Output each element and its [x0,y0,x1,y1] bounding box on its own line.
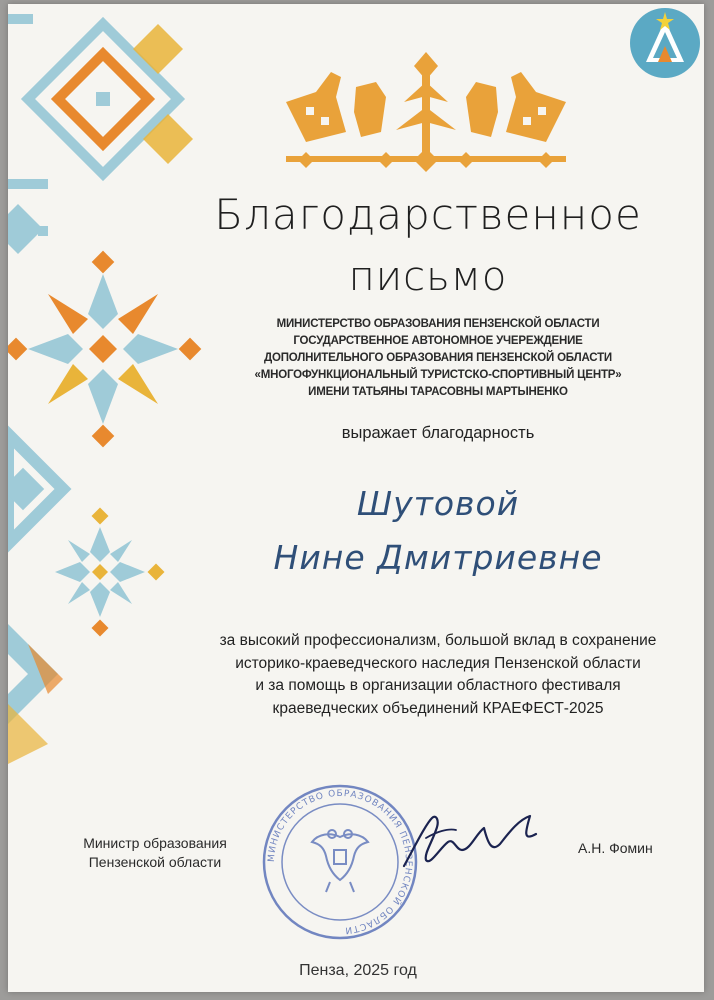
issuing-organization [228,316,648,401]
reason-line: краеведческих объединений КРАЕФЕСТ-2025 [272,699,604,717]
thanks-phrase: выражает благодарность [341,424,535,442]
signer-title-line: Министр образования [83,835,227,851]
reason-line: историко-краеведческого наследия Пензенской области [235,654,641,672]
tourist-center-logo-icon [628,6,702,80]
ornament-snowflake-motif [55,508,164,637]
ornament-stripes [8,434,63,544]
place-and-date: Пенза, 2025 год [299,962,417,979]
org-line: ДОПОЛНИТЕЛЬНОГО ОБРАЗОВАНИЯ ПЕНЗЕНСКОЙ ОБЛАСТИ [263,352,612,364]
folk-ornament-border [8,4,208,764]
signature-icon [396,804,546,874]
stamp-text: МИНИСТЕРСТВО ОБРАЗОВАНИЯ ПЕНЗЕНСКОЙ ОБЛАСТИ [266,788,414,935]
award-reason [188,630,688,720]
recipient-name: Нине Дмитриевне [273,538,603,577]
ornament-star-motif [8,251,201,448]
signer-title-line: Пензенской области [88,854,222,870]
ornament-bottom-motif [8,624,63,764]
recipient-surname: Шутовой [356,484,520,523]
org-line: «МНОГОФУНКЦИОНАЛЬНЫЙ ТУРИСТСКО-СПОРТИВНЫЙ ЦЕНТР» [254,369,622,381]
signer-name: А.Н. Фомин [578,840,653,856]
certificate-sheet [8,4,704,992]
svg-text:МИНИСТЕРСТВО ОБРАЗОВАНИЯ ПЕНЗЕ [267,789,413,935]
birds-tree-ornament-icon [276,52,576,182]
org-line: ГОСУДАРСТВЕННОЕ АВТОНОМНОЕ УЧЕРЕЖДЕНИЕ [293,335,583,347]
certificate-title-line2: письмо [348,254,508,300]
org-line: ИМЕНИ ТАТЬЯНЫ ТАРАСОВНЫ МАРТЫНЕНКО [308,386,568,398]
ornament-top-motif [8,14,193,254]
reason-line: и за помощь в организации областного фестиваля [255,677,621,694]
certificate-title-line1: Благодарственное [214,190,642,239]
signer-title [70,834,240,872]
reason-line: за высокий профессионализм, большой вклад в сохранение [219,632,657,649]
org-line: МИНИСТЕРСТВО ОБРАЗОВАНИЯ ПЕНЗЕНСКОЙ ОБЛАСТИ [276,318,600,330]
